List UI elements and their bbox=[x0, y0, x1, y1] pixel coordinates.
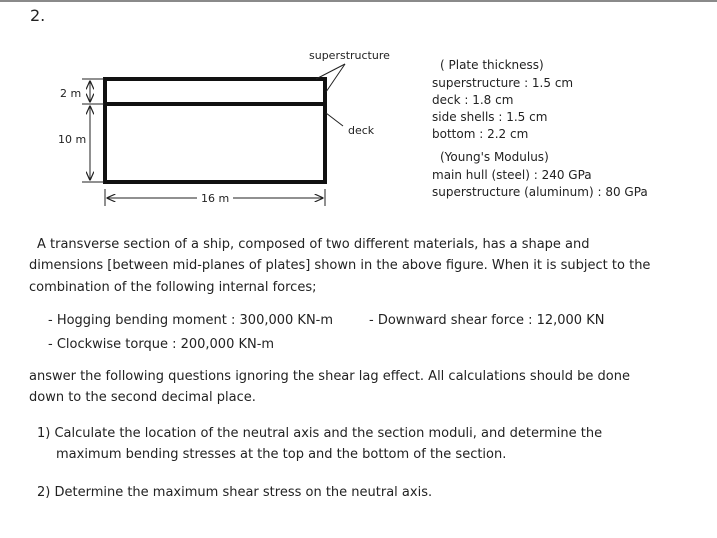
hull-outline bbox=[105, 79, 325, 182]
spec-bottom: bottom : 2.2 cm bbox=[432, 127, 529, 141]
question-1-line-1: 1) Calculate the location of the neutral axis and the section moduli, and determine the bbox=[37, 426, 603, 441]
spec-deck: deck : 1.8 cm bbox=[432, 93, 514, 107]
intro-line-3: combination of the following internal forces; bbox=[29, 280, 317, 295]
spec-superstructure: superstructure : 1.5 cm bbox=[432, 76, 574, 90]
answer-line-2: down to the second decimal place. bbox=[29, 390, 256, 405]
spec-main-hull: main hull (steel) : 240 GPa bbox=[432, 168, 592, 182]
spec-superstructure-modulus: superstructure (aluminum) : 80 GPa bbox=[432, 185, 648, 199]
question-2: 2) Determine the maximum shear stress on the neutral axis. bbox=[37, 485, 433, 500]
question-number: 2. bbox=[30, 6, 46, 25]
superstructure-leader-right bbox=[326, 64, 345, 92]
deck-leader bbox=[326, 113, 343, 126]
dim-label-16m: 16 m bbox=[201, 192, 230, 205]
superstructure-leader-left bbox=[316, 64, 345, 79]
superstructure-label: superstructure bbox=[309, 49, 390, 62]
force-bending-moment: - Hogging bending moment : 300,000 KN-m bbox=[48, 313, 334, 328]
plate-thickness-heading: ( Plate thickness) bbox=[440, 58, 544, 72]
dim-label-2m: 2 m bbox=[60, 87, 82, 100]
intro-line-2: dimensions [between mid-planes of plates] shown in the above figure. When it is subject to the bbox=[29, 258, 651, 273]
answer-line-1: answer the following questions ignoring the shear lag effect. All calculations should be done bbox=[29, 369, 630, 384]
dim-label-10m: 10 m bbox=[58, 133, 87, 146]
intro-line-1: A transverse section of a ship, composed of two different materials, has a shape and bbox=[37, 237, 590, 252]
question-1-line-2: maximum bending stresses at the top and the bottom of the section. bbox=[56, 447, 507, 462]
deck-label: deck bbox=[348, 124, 375, 137]
spec-side-shells: side shells : 1.5 cm bbox=[432, 110, 548, 124]
youngs-modulus-heading: (Young's Modulus) bbox=[440, 150, 549, 164]
force-torque: - Clockwise torque : 200,000 KN-m bbox=[48, 337, 275, 352]
force-shear: - Downward shear force : 12,000 KN bbox=[369, 313, 605, 328]
